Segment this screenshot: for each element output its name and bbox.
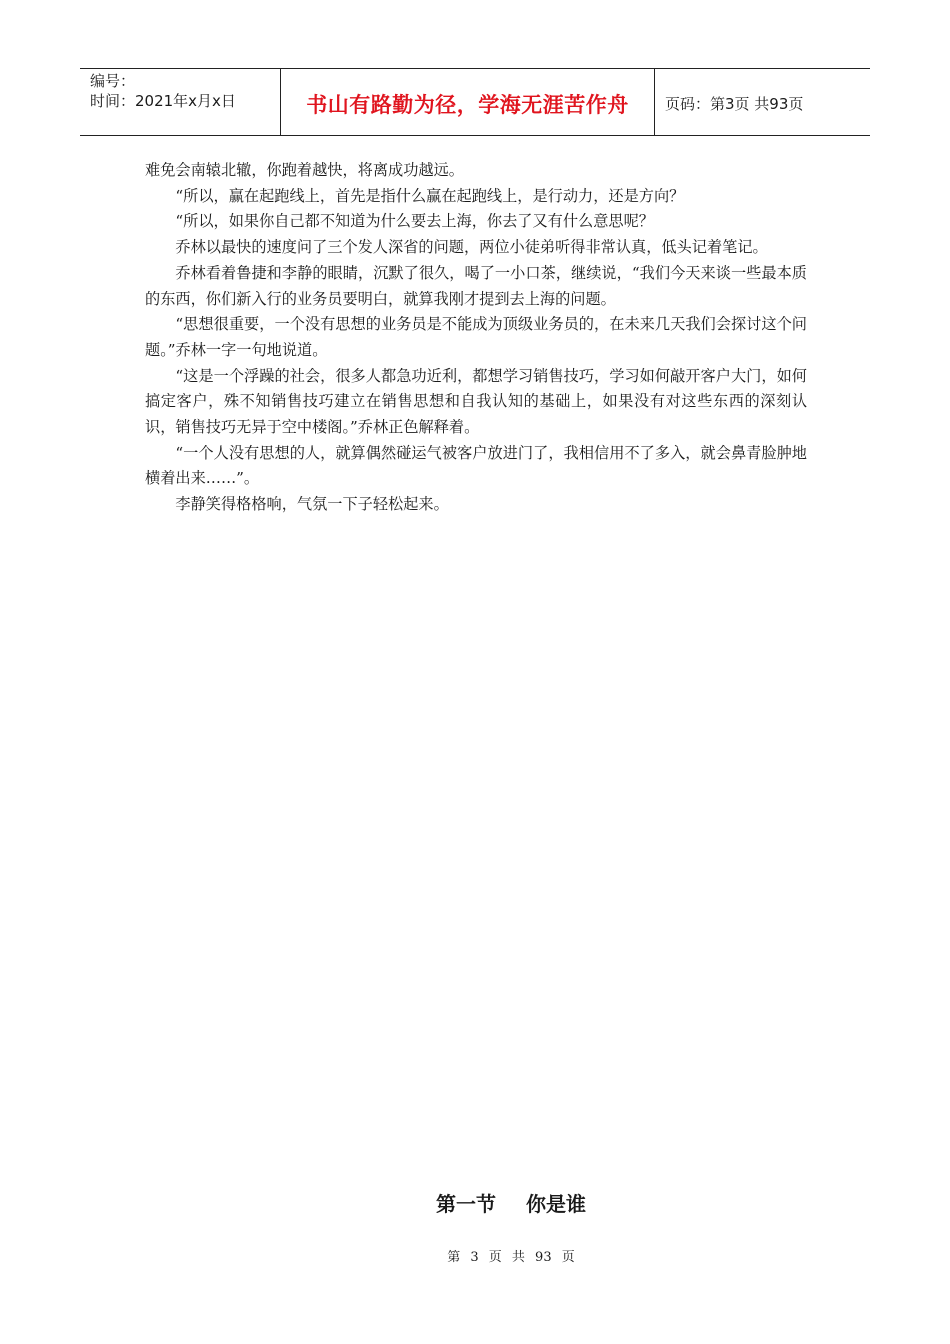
paragraph: “一个人没有思想的人，就算偶然碰运气被客户放进门了，我相信用不了多入，就会鼻青脸肿地横着出来……”。 (145, 443, 807, 488)
header-page-number: 页码：第3页 共93页 (665, 94, 804, 113)
header-meta (80, 69, 281, 135)
body-text (145, 158, 807, 518)
page-footer: 第 3 页 共 93 页 (447, 1250, 575, 1265)
paragraph: “所以，赢在起跑线上，首先是指什么赢在起跑线上，是行动力，还是方向？ (175, 186, 685, 205)
section-number: 第一节 (436, 1192, 496, 1216)
section-heading (0, 1188, 950, 1217)
paragraph: “所以，如果你自己都不知道为什么要去上海，你去了又有什么意思呢？ (175, 212, 654, 231)
paragraph: 乔林看着鲁捷和李静的眼睛，沉默了很久，喝了一小口茶，继续说，“我们今天来谈一些最本质的东西，你们新入行的业务员要明白，就算我刚才提到去上海的问题。 (145, 263, 807, 308)
paragraph: 乔林以最快的速度问了三个发人深省的问题，两位小徒弟听得非常认真，低头记着笔记。 (175, 238, 768, 257)
header-page-cell (655, 69, 870, 135)
page-header (80, 68, 870, 136)
paragraph: “这是一个浮躁的社会，很多人都急功近利，都想学习销售技巧，学习如何敲开客户大门，如何搞定客户，殊不知销售技巧建立在销售思想和自我认知的基础上，如果没有对这些东西的深刻认识，销售技巧无异于空中楼阁。”乔林正色解释着。 (145, 366, 807, 437)
paragraph: 难免会南辕北辙，你跑着越快，将离成功越远。 (145, 161, 464, 179)
document-number-label: 编号： (90, 72, 136, 90)
section-title: 你是谁 (526, 1192, 586, 1216)
header-motto-cell (281, 69, 655, 135)
document-date: 时间：2021年x月x日 (90, 92, 236, 110)
paragraph: 李静笑得格格响，气氛一下子轻松起来。 (175, 495, 449, 514)
paragraph: “思想很重要，一个没有思想的业务员是不能成为顶级业务员的，在未来几天我们会探讨这个问题。”乔林一字一句地说道。 (145, 315, 807, 359)
header-motto: 书山有路勤为径，学海无涯苦作舟 (306, 93, 629, 117)
